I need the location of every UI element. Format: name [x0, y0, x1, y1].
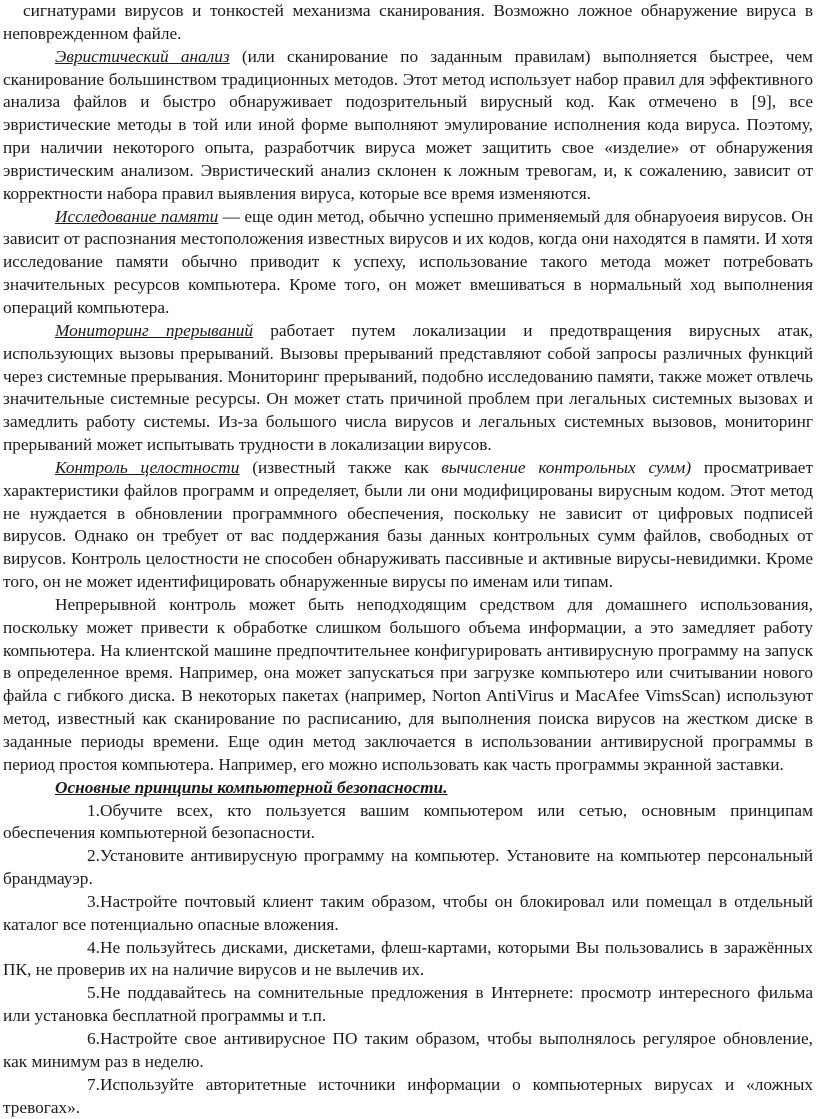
- section-heading-text: Основные принципы компьютерной безопасности.: [55, 777, 448, 797]
- paragraph-interrupt-monitoring: [3, 320, 813, 457]
- paragraph-text: работает путем локализации и предотвращения вирусных атак, использующих вызовы прерываний. Вызовы прерываний представляют собой запросы различных функций через системные прерывания. Мониторинг прерываний, подобно исследованию памяти, также может отвлечь значительные системные ресурсы. Он может стать причиной проблем при легальных системных вызовах и замедлить работу системы. Из-за большого числа вирусов и легальных системных вызовов, мониторинг прерываний может испытывать трудности в локализации вирусов.: [3, 320, 813, 455]
- principle-item: 7.Используйте авторитетные источники информации о компьютерных вирусах и «ложных тревогах».: [3, 1074, 813, 1117]
- principle-item: 5.Не поддавайтесь на сомнительные предложения в Интернете: просмотр интересного фильма или установка бесплатной программы и т.п.: [3, 983, 813, 1026]
- principle-item: 3.Настройте почтовый клиент таким образом, чтобы он блокировал или помещал в отдельный каталог все потенциально опасные вложения.: [3, 891, 813, 934]
- paragraph-memory-scan: [3, 206, 813, 320]
- term-memory-scan: Исследование памяти: [55, 206, 219, 226]
- paragraph-intro: [3, 0, 813, 46]
- paragraph-text: просматривает характеристики файлов программ и определяет, были ли они модифицированы вирусным кодом. Этот метод не нуждается в обновлении программного обеспечения, поскольку не зависит от цифровых подписей вирусов. Однако он требует от вас поддержания базы данных контрольных сумм файлов, свободных от вирусов. Контроль целостности не способен обнаруживать пассивные и активные вирусы-невидимки. Кроме того, он не может идентифицировать обнаруженные вирусы по именам или типам.: [3, 457, 814, 592]
- term-checksum: вычисление контрольных сумм): [441, 457, 692, 477]
- paragraph-heuristic-analysis: [3, 46, 813, 206]
- paragraph-text: (или сканирование по заданным правилам) выполняется быстрее, чем сканирование большинством традиционных методов. Этот метод использует набор правил для эффективного анализа файлов и быстро обнаруживает подозрительный вирусный код. Как отмечено в [9], все эвристические методы в той или иной форме выполняют эмулирование исполнения кода вируса. Поэтому, при наличии некоторого опыта, разработчик вируса может защитить свое «изделие» от обнаружения эвристическим анализом. Эвристический анализ склонен к ложным тревогам, и, к сожалению, зависит от корректности набора правил выявления вируса, которые все время изменяются.: [3, 46, 813, 203]
- principle-item: 6.Настройте свое антивирусное ПО таким образом, чтобы выполнялось регулярое обновление, как минимум раз в неделю.: [3, 1028, 813, 1071]
- paragraph-text: сигнатурами вирусов и тонкостей механизма сканирования. Возможно ложное обнаружение вируса в неповрежденном файле.: [3, 1, 813, 43]
- paragraph-integrity-control: [3, 457, 813, 594]
- term-integrity-control: Контроль целостности: [55, 457, 240, 477]
- paragraph-text: — еще один метод, обычно успешно применяемый для обнаруоеия вирусов. Он зависит от распознания местоположения известных вирусов и их кодов, когда они находятся в памяти. И хотя исследование памяти обычно приводит к успеху, использование такого метода может потребовать значительных ресурсов компьютера. Кроме того, он может вмешиваться в нормальный ход выполнения операций компьютера.: [3, 206, 813, 317]
- paragraph-continuous-control: [3, 594, 813, 777]
- paragraph-text: (известный также как: [239, 457, 442, 477]
- term-interrupt-monitoring: Мониторинг прерываний: [55, 320, 254, 340]
- principle-item: 2.Установите антивирусную программу на компьютер. Установите на компьютер персональный брандмауэр.: [3, 846, 813, 889]
- term-heuristic-analysis: Эвристический анализ: [55, 46, 230, 66]
- paragraph-text: Непрерывной контроль может быть неподходящим средством для домашнего использования, поскольку может привести к обработке слишком большого объема информации, а это замедляет работу компьютера. На клиентской машине предпочтительнее конфигурировать антивирусную программу на запуск в определенное время. Например, она может запускаться при загрузке компьютеро или считывании нового файла с гибкого диска. В некоторых пакетах (например, Norton AntiVirus и MacAfee VimsScan) используют метод, известный как сканирование по расписанию, для выполнения поиска вирусов на жестком диске в заданные периоды времени. Еще один метод заключается в использовании антивирусной программы в период простоя компьютера. Например, его можно использовать как часть программы экранной заставки.: [3, 594, 813, 774]
- section-heading: [3, 777, 813, 800]
- principle-item: 4.Не пользуйтесь дисками, дискетами, флеш-картами, которыми Вы пользовались в заражённых ПК, не проверив их на наличие вирусов и не вылечив их.: [3, 937, 813, 980]
- principle-item: 1.Обучите всех, кто пользуется вашим компьютером или сетью, основным принципам обеспечения компьютерной безопасности.: [3, 800, 813, 843]
